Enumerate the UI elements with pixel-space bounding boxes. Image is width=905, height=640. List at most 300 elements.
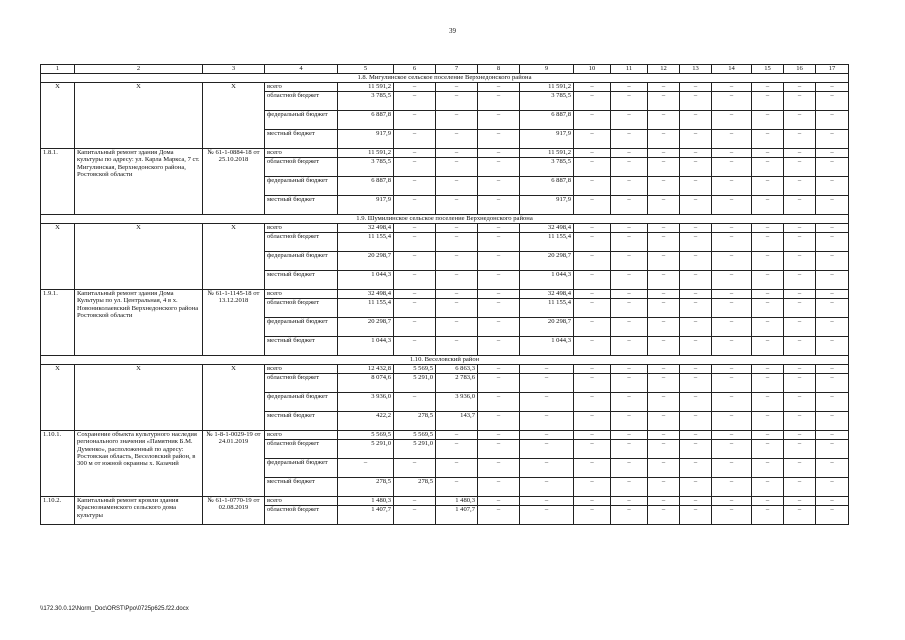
empty-dash-cell: – [648, 337, 680, 356]
empty-dash-cell: – [574, 149, 611, 158]
empty-dash-cell: – [611, 412, 648, 431]
empty-dash-cell: – [816, 290, 849, 299]
value-cell-c9: 3 785,5 [520, 158, 574, 177]
section-title: 1.8. Мигулинское сельское поселение Верхнедонского района [41, 74, 849, 83]
value-cell-c8: – [478, 149, 520, 158]
column-header-15: 15 [752, 65, 784, 74]
empty-dash-cell: – [816, 459, 849, 478]
fund-type-label: всего [265, 365, 338, 374]
value-cell-c8: – [478, 271, 520, 290]
value-cell-c8: – [478, 111, 520, 130]
value-cell-c8: – [478, 497, 520, 506]
empty-dash-cell: – [680, 271, 712, 290]
empty-dash-cell: – [648, 196, 680, 215]
empty-dash-cell: – [712, 290, 752, 299]
empty-dash-cell: – [574, 83, 611, 92]
empty-dash-cell: – [648, 83, 680, 92]
value-cell-c9: – [520, 393, 574, 412]
summary-x-mark: Х [203, 224, 265, 290]
empty-dash-cell: – [712, 506, 752, 525]
empty-dash-cell: – [712, 252, 752, 271]
empty-dash-cell: – [574, 130, 611, 149]
value-cell-c7: – [436, 440, 478, 459]
empty-dash-cell: – [680, 497, 712, 506]
item-number: 1.9.1. [41, 290, 75, 356]
empty-dash-cell: – [816, 130, 849, 149]
value-cell-c5: 3 785,5 [338, 92, 394, 111]
empty-dash-cell: – [648, 431, 680, 440]
empty-dash-cell: – [784, 337, 816, 356]
value-cell-c7: – [436, 233, 478, 252]
value-cell-c8: – [478, 252, 520, 271]
empty-dash-cell: – [648, 111, 680, 130]
empty-dash-cell: – [648, 233, 680, 252]
column-header-2: 2 [75, 65, 203, 74]
value-cell-c6: – [394, 459, 436, 478]
empty-dash-cell: – [680, 459, 712, 478]
value-cell-c5: 11 155,4 [338, 233, 394, 252]
empty-dash-cell: – [611, 92, 648, 111]
empty-dash-cell: – [816, 440, 849, 459]
column-header-7: 7 [436, 65, 478, 74]
empty-dash-cell: – [574, 111, 611, 130]
summary-x-mark: Х [41, 365, 75, 431]
value-cell-c5: 20 298,7 [338, 252, 394, 271]
value-cell-c9: 11 591,2 [520, 149, 574, 158]
empty-dash-cell: – [574, 177, 611, 196]
value-cell-c8: – [478, 83, 520, 92]
empty-dash-cell: – [712, 365, 752, 374]
empty-dash-cell: – [816, 92, 849, 111]
empty-dash-cell: – [611, 271, 648, 290]
empty-dash-cell: – [648, 318, 680, 337]
budget-table [40, 64, 849, 525]
value-cell-c9: 917,9 [520, 130, 574, 149]
empty-dash-cell: – [784, 83, 816, 92]
item-document: № 61-1-1145-18 от 13.12.2018 [203, 290, 265, 356]
value-cell-c7: – [436, 337, 478, 356]
value-cell-c8: – [478, 224, 520, 233]
empty-dash-cell: – [611, 299, 648, 318]
empty-dash-cell: – [611, 83, 648, 92]
value-cell-c7: – [436, 177, 478, 196]
value-cell-c9: 32 498,4 [520, 290, 574, 299]
summary-x-mark: Х [41, 83, 75, 149]
fund-type-label: всего [265, 497, 338, 506]
empty-dash-cell: – [574, 233, 611, 252]
value-cell-c5: 3 936,0 [338, 393, 394, 412]
empty-dash-cell: – [752, 374, 784, 393]
item-name: Капитальный ремонт здания Дома культуры по адресу: ул. Карла Маркса, 7 ст. Мигулинская, Верхнедонского района, Ростовской области [75, 149, 203, 215]
value-cell-c8: – [478, 374, 520, 393]
empty-dash-cell: – [712, 196, 752, 215]
value-cell-c7: – [436, 290, 478, 299]
summary-x-mark: Х [75, 224, 203, 290]
empty-dash-cell: – [648, 252, 680, 271]
value-cell-c5: 12 432,8 [338, 365, 394, 374]
empty-dash-cell: – [611, 478, 648, 497]
fund-type-label: областной бюджет [265, 506, 338, 525]
empty-dash-cell: – [816, 233, 849, 252]
value-cell-c6: – [394, 497, 436, 506]
value-cell-c6: 5 291,0 [394, 440, 436, 459]
empty-dash-cell: – [574, 412, 611, 431]
empty-dash-cell: – [712, 318, 752, 337]
fund-type-label: федеральный бюджет [265, 252, 338, 271]
empty-dash-cell: – [680, 478, 712, 497]
empty-dash-cell: – [752, 365, 784, 374]
empty-dash-cell: – [712, 374, 752, 393]
value-cell-c6: – [394, 318, 436, 337]
value-cell-c6: – [394, 177, 436, 196]
empty-dash-cell: – [648, 393, 680, 412]
value-cell-c9: – [520, 478, 574, 497]
empty-dash-cell: – [712, 497, 752, 506]
column-header-8: 8 [478, 65, 520, 74]
value-cell-c9: 6 887,8 [520, 177, 574, 196]
empty-dash-cell: – [752, 337, 784, 356]
table-body [41, 65, 849, 525]
empty-dash-cell: – [648, 271, 680, 290]
empty-dash-cell: – [784, 271, 816, 290]
empty-dash-cell: – [712, 130, 752, 149]
value-cell-c5: 6 887,8 [338, 177, 394, 196]
empty-dash-cell: – [648, 130, 680, 149]
empty-dash-cell: – [784, 431, 816, 440]
value-cell-c6: 278,5 [394, 412, 436, 431]
empty-dash-cell: – [784, 365, 816, 374]
value-cell-c7: 1 480,3 [436, 497, 478, 506]
empty-dash-cell: – [752, 130, 784, 149]
empty-dash-cell: – [752, 497, 784, 506]
empty-dash-cell: – [784, 299, 816, 318]
value-cell-c5: 5 291,0 [338, 440, 394, 459]
fund-type-label: местный бюджет [265, 196, 338, 215]
empty-dash-cell: – [752, 252, 784, 271]
column-header-1: 1 [41, 65, 75, 74]
empty-dash-cell: – [648, 459, 680, 478]
value-cell-c8: – [478, 478, 520, 497]
empty-dash-cell: – [752, 393, 784, 412]
value-cell-c8: – [478, 440, 520, 459]
value-cell-c8: – [478, 177, 520, 196]
empty-dash-cell: – [574, 337, 611, 356]
empty-dash-cell: – [816, 318, 849, 337]
value-cell-c8: – [478, 506, 520, 525]
value-cell-c6: – [394, 299, 436, 318]
empty-dash-cell: – [680, 111, 712, 130]
item-number: 1.10.2. [41, 497, 75, 525]
empty-dash-cell: – [611, 177, 648, 196]
empty-dash-cell: – [816, 337, 849, 356]
empty-dash-cell: – [680, 83, 712, 92]
empty-dash-cell: – [680, 149, 712, 158]
value-cell-c5: 1 044,3 [338, 271, 394, 290]
value-cell-c6: – [394, 111, 436, 130]
empty-dash-cell: – [574, 478, 611, 497]
value-cell-c7: – [436, 83, 478, 92]
empty-dash-cell: – [680, 299, 712, 318]
fund-type-label: федеральный бюджет [265, 459, 338, 478]
empty-dash-cell: – [648, 440, 680, 459]
empty-dash-cell: – [816, 83, 849, 92]
value-cell-c9: 917,9 [520, 196, 574, 215]
value-cell-c6: 5 569,5 [394, 365, 436, 374]
value-cell-c7: – [436, 224, 478, 233]
value-cell-c5: 278,5 [338, 478, 394, 497]
value-cell-c7: 2 783,6 [436, 374, 478, 393]
empty-dash-cell: – [574, 365, 611, 374]
empty-dash-cell: – [712, 224, 752, 233]
empty-dash-cell: – [752, 478, 784, 497]
empty-dash-cell: – [816, 271, 849, 290]
empty-dash-cell: – [784, 318, 816, 337]
empty-dash-cell: – [816, 412, 849, 431]
empty-dash-cell: – [611, 252, 648, 271]
empty-dash-cell: – [574, 196, 611, 215]
item-row [41, 290, 849, 299]
empty-dash-cell: – [712, 412, 752, 431]
empty-dash-cell: – [648, 365, 680, 374]
value-cell-c7: – [436, 252, 478, 271]
empty-dash-cell: – [784, 92, 816, 111]
empty-dash-cell: – [574, 440, 611, 459]
empty-dash-cell: – [752, 111, 784, 130]
value-cell-c9: – [520, 431, 574, 440]
empty-dash-cell: – [712, 177, 752, 196]
empty-dash-cell: – [611, 111, 648, 130]
column-header-9: 9 [520, 65, 574, 74]
value-cell-c8: – [478, 431, 520, 440]
item-row [41, 431, 849, 440]
fund-type-label: федеральный бюджет [265, 393, 338, 412]
value-cell-c6: – [394, 393, 436, 412]
empty-dash-cell: – [816, 177, 849, 196]
empty-dash-cell: – [611, 374, 648, 393]
empty-dash-cell: – [752, 290, 784, 299]
value-cell-c6: – [394, 271, 436, 290]
empty-dash-cell: – [574, 431, 611, 440]
empty-dash-cell: – [648, 412, 680, 431]
empty-dash-cell: – [712, 271, 752, 290]
value-cell-c7: – [436, 299, 478, 318]
empty-dash-cell: – [611, 158, 648, 177]
fund-type-label: областной бюджет [265, 299, 338, 318]
empty-dash-cell: – [574, 506, 611, 525]
value-cell-c6: – [394, 196, 436, 215]
fund-type-label: всего [265, 290, 338, 299]
empty-dash-cell: – [680, 158, 712, 177]
empty-dash-cell: – [816, 497, 849, 506]
empty-dash-cell: – [574, 374, 611, 393]
value-cell-c5: 1 407,7 [338, 506, 394, 525]
empty-dash-cell: – [574, 252, 611, 271]
empty-dash-cell: – [784, 478, 816, 497]
fund-type-label: всего [265, 224, 338, 233]
empty-dash-cell: – [816, 196, 849, 215]
empty-dash-cell: – [816, 478, 849, 497]
empty-dash-cell: – [611, 318, 648, 337]
value-cell-c7: – [436, 271, 478, 290]
value-cell-c7: – [436, 92, 478, 111]
page-number: 39 [449, 27, 456, 35]
fund-type-label: местный бюджет [265, 478, 338, 497]
empty-dash-cell: – [648, 92, 680, 111]
value-cell-c8: – [478, 158, 520, 177]
fund-type-label: областной бюджет [265, 233, 338, 252]
empty-dash-cell: – [611, 224, 648, 233]
empty-dash-cell: – [680, 177, 712, 196]
empty-dash-cell: – [784, 149, 816, 158]
fund-type-label: областной бюджет [265, 92, 338, 111]
section-title-row [41, 74, 849, 83]
value-cell-c6: – [394, 92, 436, 111]
empty-dash-cell: – [648, 497, 680, 506]
empty-dash-cell: – [816, 431, 849, 440]
file-path-footer: \\172.30.0.12\Norm_Doc\ORST\Ppo\0725p625.f22.docx [40, 606, 189, 612]
fund-type-label: местный бюджет [265, 412, 338, 431]
value-cell-c5: 1 044,3 [338, 337, 394, 356]
value-cell-c7: 1 407,7 [436, 506, 478, 525]
empty-dash-cell: – [574, 299, 611, 318]
column-header-16: 16 [784, 65, 816, 74]
empty-dash-cell: – [648, 177, 680, 196]
column-header-5: 5 [338, 65, 394, 74]
empty-dash-cell: – [784, 393, 816, 412]
item-row [41, 497, 849, 506]
empty-dash-cell: – [611, 459, 648, 478]
value-cell-c8: – [478, 337, 520, 356]
column-header-6: 6 [394, 65, 436, 74]
value-cell-c8: – [478, 196, 520, 215]
empty-dash-cell: – [680, 506, 712, 525]
empty-dash-cell: – [712, 393, 752, 412]
empty-dash-cell: – [752, 318, 784, 337]
value-cell-c7: – [436, 318, 478, 337]
empty-dash-cell: – [784, 290, 816, 299]
empty-dash-cell: – [784, 130, 816, 149]
empty-dash-cell: – [752, 299, 784, 318]
empty-dash-cell: – [816, 111, 849, 130]
empty-dash-cell: – [574, 459, 611, 478]
empty-dash-cell: – [784, 177, 816, 196]
empty-dash-cell: – [752, 412, 784, 431]
value-cell-c6: – [394, 252, 436, 271]
empty-dash-cell: – [712, 158, 752, 177]
empty-dash-cell: – [611, 130, 648, 149]
value-cell-c7: – [436, 111, 478, 130]
empty-dash-cell: – [816, 252, 849, 271]
value-cell-c8: – [478, 412, 520, 431]
fund-type-label: областной бюджет [265, 440, 338, 459]
value-cell-c6: – [394, 224, 436, 233]
value-cell-c5: 32 498,4 [338, 290, 394, 299]
value-cell-c8: – [478, 393, 520, 412]
value-cell-c9: – [520, 440, 574, 459]
empty-dash-cell: – [574, 290, 611, 299]
empty-dash-cell: – [680, 224, 712, 233]
section-title: 1.10. Веселовский район [41, 356, 849, 365]
empty-dash-cell: – [752, 440, 784, 459]
empty-dash-cell: – [611, 497, 648, 506]
empty-dash-cell: – [752, 83, 784, 92]
empty-dash-cell: – [816, 506, 849, 525]
value-cell-c6: 5 569,5 [394, 431, 436, 440]
empty-dash-cell: – [648, 506, 680, 525]
empty-dash-cell: – [680, 365, 712, 374]
empty-dash-cell: – [574, 271, 611, 290]
empty-dash-cell: – [611, 233, 648, 252]
value-cell-c5: 11 591,2 [338, 83, 394, 92]
empty-dash-cell: – [574, 224, 611, 233]
summary-x-mark: Х [203, 83, 265, 149]
item-name: Сохранение объекта культурного наследия регионального значения «Памятник Б.М. Думенко», расположенный по адресу: Ростовская область, Веселовский район, в 300 м от южной окраины х. Казачий [75, 431, 203, 497]
empty-dash-cell: – [784, 158, 816, 177]
empty-dash-cell: – [752, 196, 784, 215]
value-cell-c9: 20 298,7 [520, 252, 574, 271]
value-cell-c5: 11 155,4 [338, 299, 394, 318]
value-cell-c8: – [478, 459, 520, 478]
fund-type-label: местный бюджет [265, 337, 338, 356]
item-document: № 61-1-0770-19 от 02.08.2019 [203, 497, 265, 525]
summary-x-mark: Х [75, 83, 203, 149]
value-cell-c5: 5 569,5 [338, 431, 394, 440]
empty-dash-cell: – [611, 337, 648, 356]
empty-dash-cell: – [680, 431, 712, 440]
value-cell-c5: 8 074,6 [338, 374, 394, 393]
column-header-3: 3 [203, 65, 265, 74]
value-cell-c8: – [478, 318, 520, 337]
empty-dash-cell: – [680, 393, 712, 412]
empty-dash-cell: – [680, 290, 712, 299]
value-cell-c8: – [478, 299, 520, 318]
value-cell-c6: – [394, 233, 436, 252]
value-cell-c6: – [394, 149, 436, 158]
value-cell-c7: – [436, 459, 478, 478]
value-cell-c6: – [394, 506, 436, 525]
empty-dash-cell: – [712, 92, 752, 111]
column-header-4: 4 [265, 65, 338, 74]
empty-dash-cell: – [784, 497, 816, 506]
value-cell-c7: 6 863,3 [436, 365, 478, 374]
value-cell-c5: 917,9 [338, 130, 394, 149]
empty-dash-cell: – [784, 506, 816, 525]
value-cell-c9: – [520, 459, 574, 478]
section-title-row [41, 215, 849, 224]
column-header-12: 12 [648, 65, 680, 74]
empty-dash-cell: – [712, 299, 752, 318]
empty-dash-cell: – [611, 506, 648, 525]
empty-dash-cell: – [752, 431, 784, 440]
empty-dash-cell: – [648, 374, 680, 393]
empty-dash-cell: – [680, 92, 712, 111]
empty-dash-cell: – [784, 374, 816, 393]
value-cell-c5: 32 498,4 [338, 224, 394, 233]
value-cell-c5: 6 887,8 [338, 111, 394, 130]
empty-dash-cell: – [816, 365, 849, 374]
empty-dash-cell: – [816, 393, 849, 412]
value-cell-c9: 11 155,4 [520, 233, 574, 252]
value-cell-c5: 20 298,7 [338, 318, 394, 337]
value-cell-c5: 11 591,2 [338, 149, 394, 158]
value-cell-c6: 5 291,0 [394, 374, 436, 393]
value-cell-c5: 3 785,5 [338, 158, 394, 177]
value-cell-c8: – [478, 365, 520, 374]
value-cell-c7: – [436, 149, 478, 158]
value-cell-c9: – [520, 497, 574, 506]
empty-dash-cell: – [752, 92, 784, 111]
value-cell-c9: 20 298,7 [520, 318, 574, 337]
